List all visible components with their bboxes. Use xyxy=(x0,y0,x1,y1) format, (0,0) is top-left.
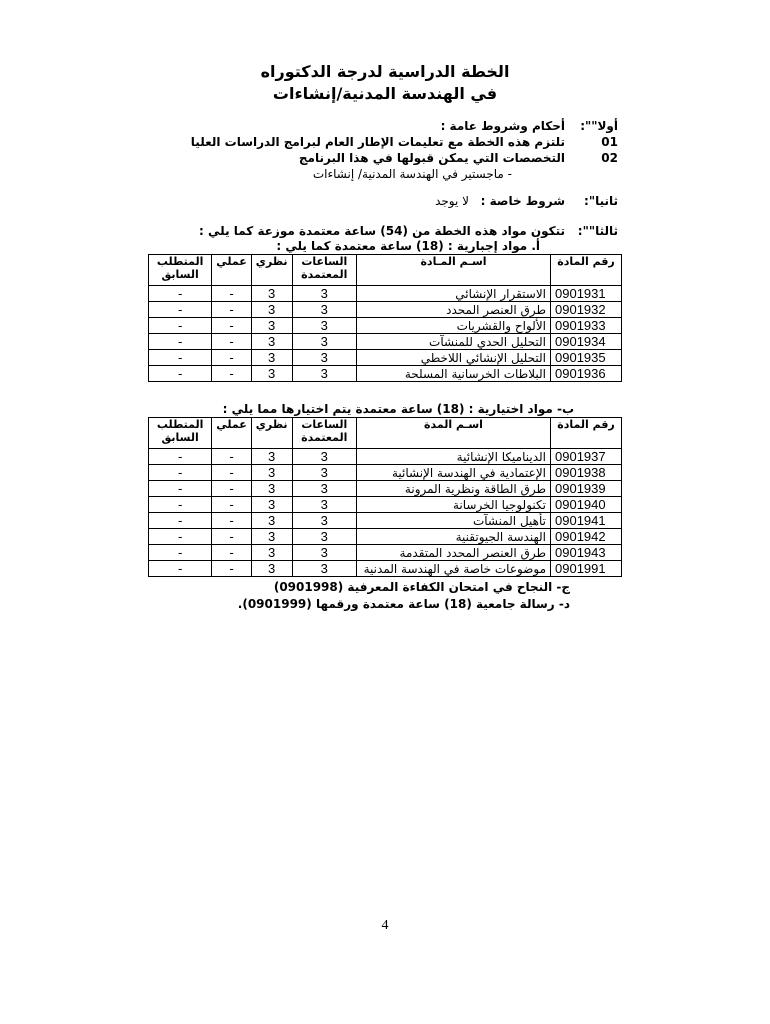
course-name: موضوعات خاصة في الهندسة المدنية xyxy=(357,561,551,577)
table-header-row xyxy=(149,255,622,286)
course-code: 0901932 xyxy=(551,302,622,318)
prerequisite: - xyxy=(149,366,212,382)
section3-subsection-d: د- رسالة جامعية (18) ساعة معتمدة ورقمها (0901999). xyxy=(237,597,570,611)
section3-label: ثالثا"": xyxy=(577,224,618,238)
header-credit-hours: الساعات المعتمدة xyxy=(292,418,356,449)
course-name: الاستقرار الإنشائي xyxy=(357,286,551,302)
course-name: التحليل الإنشائي اللاخطي xyxy=(357,350,551,366)
theory-hours: 3 xyxy=(251,513,292,529)
course-code: 0901934 xyxy=(551,334,622,350)
section2-label: ثانيا": xyxy=(584,194,618,208)
table-row xyxy=(149,350,622,366)
table-row xyxy=(149,286,622,302)
practical-hours: - xyxy=(212,465,252,481)
section1-item1-number: 01 xyxy=(601,135,618,149)
credit-hours: 3 xyxy=(292,366,356,382)
course-code: 0901943 xyxy=(551,545,622,561)
prerequisite: - xyxy=(149,481,212,497)
course-name: تأهيل المنشآت xyxy=(357,513,551,529)
table-row xyxy=(149,561,622,577)
table-row xyxy=(149,318,622,334)
section2-heading: شروط خاصة : xyxy=(480,194,565,208)
course-name: الهندسة الجيوتقنية xyxy=(357,529,551,545)
section1-label: أولا"": xyxy=(580,119,618,133)
credit-hours: 3 xyxy=(292,529,356,545)
header-theory: نظري xyxy=(251,255,292,286)
prerequisite: - xyxy=(149,449,212,465)
credit-hours: 3 xyxy=(292,449,356,465)
practical-hours: - xyxy=(212,366,252,382)
section1-item2-number: 02 xyxy=(601,151,618,165)
practical-hours: - xyxy=(212,350,252,366)
course-code: 0901938 xyxy=(551,465,622,481)
document-title: الخطة الدراسية لدرجة الدكتوراه xyxy=(260,62,510,81)
header-theory: نظري xyxy=(251,418,292,449)
table-row xyxy=(149,366,622,382)
course-code: 0901939 xyxy=(551,481,622,497)
theory-hours: 3 xyxy=(251,449,292,465)
theory-hours: 3 xyxy=(251,334,292,350)
table-row xyxy=(149,513,622,529)
section1-item2-text: التخصصات التي يمكن قبولها في هذا البرنامج xyxy=(298,151,565,165)
credit-hours: 3 xyxy=(292,334,356,350)
credit-hours: 3 xyxy=(292,481,356,497)
header-course-code: رقم المادة xyxy=(551,418,622,449)
course-code: 0901942 xyxy=(551,529,622,545)
practical-hours: - xyxy=(212,302,252,318)
theory-hours: 3 xyxy=(251,545,292,561)
theory-hours: 3 xyxy=(251,286,292,302)
theory-hours: 3 xyxy=(251,561,292,577)
theory-hours: 3 xyxy=(251,302,292,318)
table-row xyxy=(149,465,622,481)
practical-hours: - xyxy=(212,481,252,497)
document-subtitle: في الهندسة المدنية/إنشاءات xyxy=(272,84,498,103)
elective-courses-table xyxy=(148,417,622,577)
prerequisite: - xyxy=(149,529,212,545)
section1-heading: أحكام وشروط عامة : xyxy=(440,119,565,133)
prerequisite: - xyxy=(149,286,212,302)
theory-hours: 3 xyxy=(251,366,292,382)
credit-hours: 3 xyxy=(292,318,356,334)
credit-hours: 3 xyxy=(292,545,356,561)
table-row xyxy=(149,334,622,350)
table-header-row xyxy=(149,418,622,449)
prerequisite: - xyxy=(149,334,212,350)
page-number: 4 xyxy=(381,918,389,933)
prerequisite: - xyxy=(149,318,212,334)
prerequisite: - xyxy=(149,513,212,529)
course-code: 0901933 xyxy=(551,318,622,334)
section1-item2-subitem: - ماجستير في الهندسة المدنية/ إنشاءات xyxy=(312,167,512,181)
prerequisite: - xyxy=(149,302,212,318)
credit-hours: 3 xyxy=(292,350,356,366)
course-code: 0901937 xyxy=(551,449,622,465)
credit-hours: 3 xyxy=(292,465,356,481)
prerequisite: - xyxy=(149,497,212,513)
section3-subsection-c: ج- النجاح في امتحان الكفاءة المعرفية (0901998) xyxy=(273,580,570,594)
course-name: البلاطات الخرسانية المسلحة xyxy=(357,366,551,382)
prerequisite: - xyxy=(149,350,212,366)
mandatory-courses-table xyxy=(148,254,622,382)
course-code: 0901941 xyxy=(551,513,622,529)
practical-hours: - xyxy=(212,497,252,513)
section3-subsection-b: ب- مواد اختيارية : (18) ساعة معتمدة يتم اختيارها مما يلي : xyxy=(222,402,574,416)
theory-hours: 3 xyxy=(251,465,292,481)
course-code: 0901991 xyxy=(551,561,622,577)
header-prerequisite: المتطلب السابق xyxy=(149,418,212,449)
header-course-name: اسـم المـادة xyxy=(357,255,551,286)
theory-hours: 3 xyxy=(251,350,292,366)
prerequisite: - xyxy=(149,545,212,561)
table-row xyxy=(149,529,622,545)
header-practical: عملي xyxy=(212,418,252,449)
practical-hours: - xyxy=(212,561,252,577)
practical-hours: - xyxy=(212,545,252,561)
table-row xyxy=(149,545,622,561)
credit-hours: 3 xyxy=(292,302,356,318)
section1-item1-text: تلتزم هذه الخطة مع تعليمات الإطار العام لبرامج الدراسات العليا xyxy=(190,135,565,149)
table-row xyxy=(149,497,622,513)
practical-hours: - xyxy=(212,529,252,545)
course-name: الألواح والقشريات xyxy=(357,318,551,334)
prerequisite: - xyxy=(149,465,212,481)
course-name: الإعتمادية في الهندسة الإنشائية xyxy=(357,465,551,481)
course-code: 0901931 xyxy=(551,286,622,302)
header-prerequisite: المتطلب السابق xyxy=(149,255,212,286)
prerequisite: - xyxy=(149,561,212,577)
practical-hours: - xyxy=(212,513,252,529)
credit-hours: 3 xyxy=(292,561,356,577)
header-practical: عملي xyxy=(212,255,252,286)
section3-subsection-a: أ. مواد إجبارية : (18) ساعة معتمدة كما يلي : xyxy=(276,239,540,253)
course-code: 0901940 xyxy=(551,497,622,513)
course-name: الديناميكا الإنشائية xyxy=(357,449,551,465)
course-code: 0901935 xyxy=(551,350,622,366)
header-credit-hours: الساعات المعتمدة xyxy=(292,255,356,286)
course-name: التحليل الحدي للمنشآت xyxy=(357,334,551,350)
course-code: 0901936 xyxy=(551,366,622,382)
header-course-name: اسـم المدة xyxy=(357,418,551,449)
course-name: طرق الطاقة ونظرية المرونة xyxy=(357,481,551,497)
credit-hours: 3 xyxy=(292,513,356,529)
credit-hours: 3 xyxy=(292,286,356,302)
table-row xyxy=(149,481,622,497)
table-row xyxy=(149,449,622,465)
theory-hours: 3 xyxy=(251,481,292,497)
theory-hours: 3 xyxy=(251,497,292,513)
header-course-code: رقم المادة xyxy=(551,255,622,286)
credit-hours: 3 xyxy=(292,497,356,513)
section3-heading: تتكون مواد هذه الخطة من (54) ساعة معتمدة موزعة كما يلي : xyxy=(199,224,565,238)
practical-hours: - xyxy=(212,334,252,350)
section2-value: لا يوجد xyxy=(435,194,469,208)
course-name: طرق العنصر المحدد xyxy=(357,302,551,318)
practical-hours: - xyxy=(212,449,252,465)
theory-hours: 3 xyxy=(251,318,292,334)
course-name: طرق العنصر المحدد المتقدمة xyxy=(357,545,551,561)
table-row xyxy=(149,302,622,318)
practical-hours: - xyxy=(212,318,252,334)
course-name: تكنولوجيا الخرسانة xyxy=(357,497,551,513)
theory-hours: 3 xyxy=(251,529,292,545)
practical-hours: - xyxy=(212,286,252,302)
